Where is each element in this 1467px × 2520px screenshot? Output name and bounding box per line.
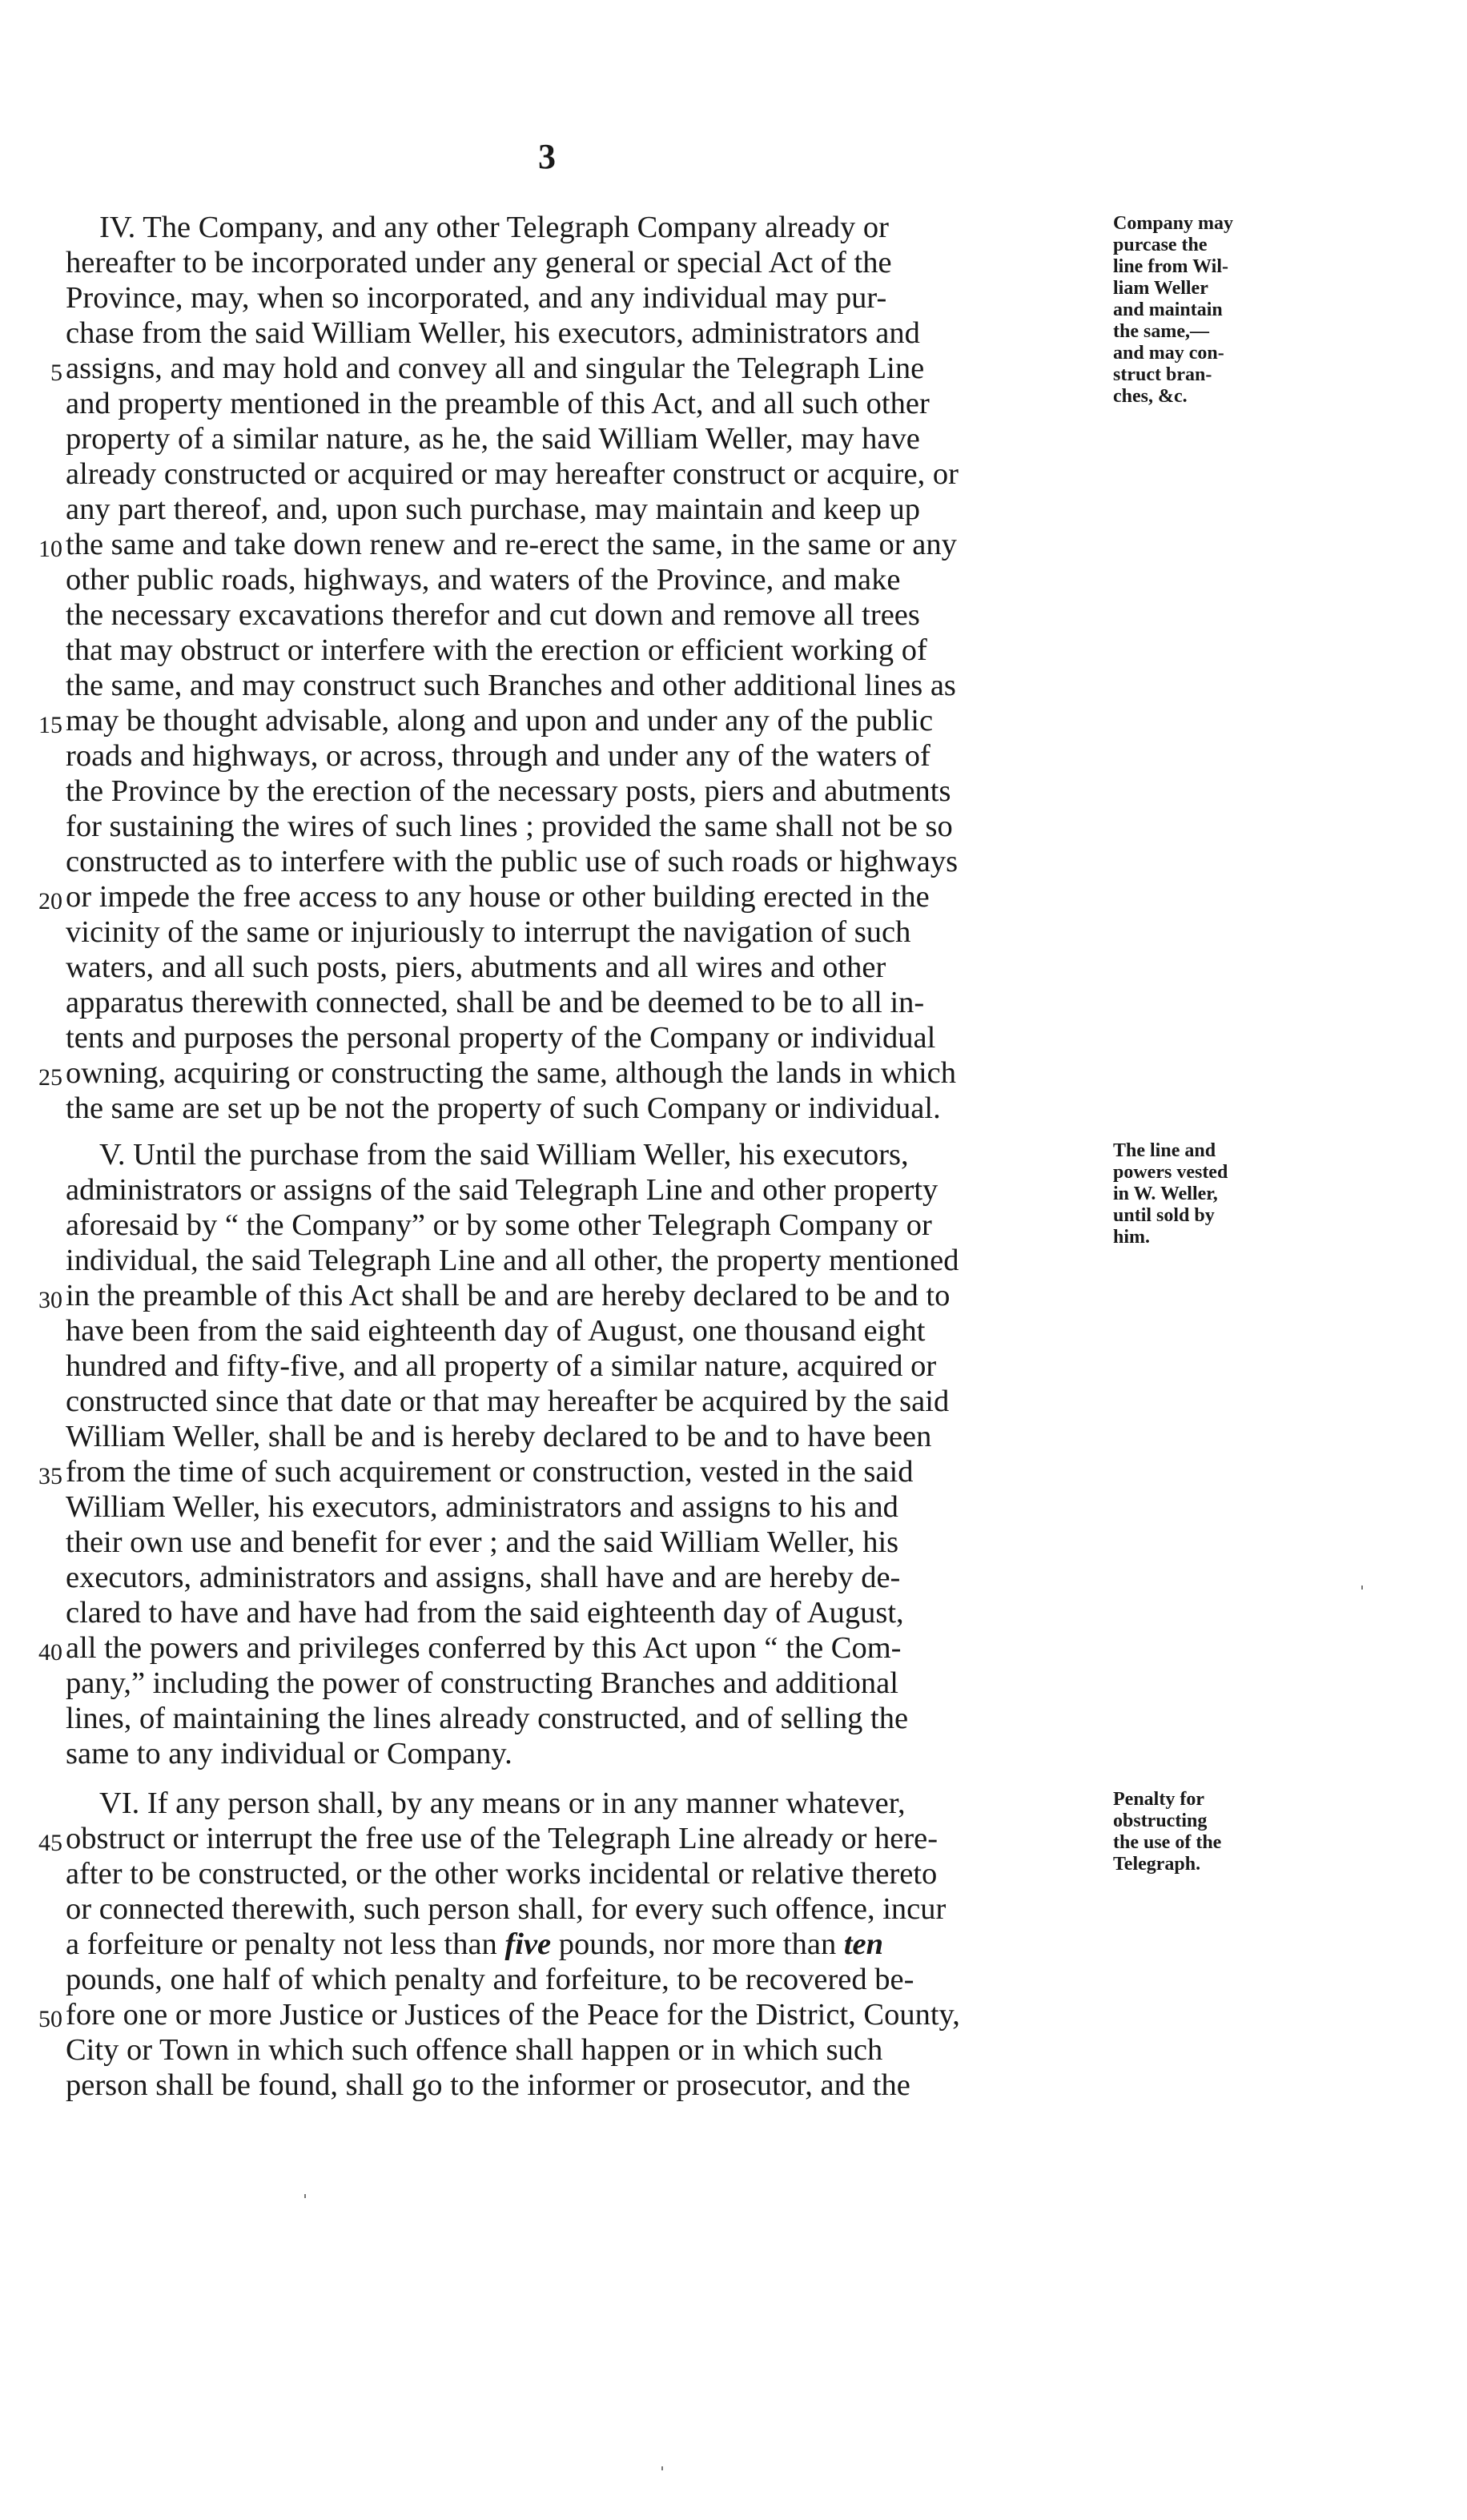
- line-text: their own use and benefit for ever ; and the said William Weller, his: [66, 1525, 899, 1559]
- italic-amount: ten: [843, 1927, 884, 1961]
- text-line: [48, 1172, 1089, 1208]
- line-text: the necessary excavations therefor and cut down and remove all trees: [66, 598, 920, 632]
- text-line: [48, 597, 1089, 633]
- line-text: chase from the said William Weller, his executors, administrators and: [66, 316, 920, 350]
- scan-speck: [661, 2466, 663, 2470]
- line-text: other public roads, highways, and waters of the Province, and make: [66, 563, 901, 597]
- line-text: constructed since that date or that may hereafter be acquired by the said: [66, 1385, 950, 1418]
- line-text: and property mentioned in the preamble of this Act, and all such other: [66, 387, 930, 420]
- text-line: [48, 2068, 1089, 2103]
- line-text-part: a forfeiture or penalty not less than: [66, 1927, 505, 1961]
- line-text: for sustaining the wires of such lines ; provided the same shall not be so: [66, 810, 953, 843]
- line-text: person shall be found, shall go to the informer or prosecutor, and the: [66, 2068, 910, 2102]
- line-text: the Province by the erection of the necessary posts, piers and abutments: [66, 774, 951, 808]
- section-iv-text: [38, 210, 1089, 1126]
- line-text: roads and highways, or across, through and under any of the waters of: [66, 739, 930, 773]
- text-line: [48, 1560, 1089, 1595]
- text-line: [48, 421, 1089, 456]
- text-line: [38, 703, 1089, 738]
- line-text: from the time of such acquirement or construction, vested in the said: [66, 1455, 914, 1489]
- line-text: the same and take down renew and re-erect the same, in the same or any: [66, 528, 957, 561]
- text-line: [48, 1962, 1089, 1997]
- line-number: 30: [38, 1287, 62, 1313]
- line-text: pounds, one half of which penalty and forfeiture, to be recovered be-: [66, 1963, 914, 1996]
- line-text: or impede the free access to any house or other building erected in the: [66, 880, 930, 914]
- line-number: 15: [38, 712, 62, 738]
- text-line: [48, 1091, 1089, 1126]
- text-line: [48, 1595, 1089, 1630]
- text-line: [48, 1020, 1089, 1055]
- line-text: hundred and fifty-five, and all property of a similar nature, acquired or: [66, 1349, 937, 1383]
- line-text: the same are set up be not the property of such Company or individual.: [66, 1091, 941, 1125]
- text-line: [48, 1736, 1089, 1771]
- text-line: [48, 668, 1089, 703]
- section-vi-text: [38, 1786, 1089, 2103]
- text-line: [38, 879, 1089, 914]
- text-line: [48, 456, 1089, 492]
- text-line: [48, 386, 1089, 421]
- text-line: [48, 1348, 1089, 1384]
- text-line: [48, 1243, 1089, 1278]
- text-line: [48, 351, 1089, 386]
- line-text: waters, and all such posts, piers, abutments and all wires and other: [66, 951, 886, 984]
- text-line: [48, 1525, 1089, 1560]
- line-text: already constructed or acquired or may hereafter construct or acquire, or: [66, 457, 959, 491]
- text-line: [48, 1666, 1089, 1701]
- text-line: [48, 774, 1089, 809]
- line-text: assigns, and may hold and convey all and singular the Telegraph Line: [66, 352, 925, 385]
- line-text: tents and purposes the personal property of the Company or individual: [66, 1021, 936, 1055]
- text-line: [48, 1856, 1089, 1891]
- line-text: vicinity of the same or injuriously to interrupt the navigation of such: [66, 915, 911, 949]
- text-line: [48, 809, 1089, 844]
- line-text: VI. If any person shall, by any means or in any manner whatever,: [99, 1787, 906, 1820]
- line-number: 40: [38, 1639, 62, 1666]
- text-line: [48, 1701, 1089, 1736]
- line-text: in the preamble of this Act shall be and are hereby declared to be and to: [66, 1279, 951, 1312]
- line-text: that may obstruct or interfere with the erection or efficient working of: [66, 633, 927, 667]
- scan-speck: [1361, 1586, 1363, 1590]
- line-text: obstruct or interrupt the free use of the Telegraph Line already or here-: [66, 1822, 938, 1855]
- line-text: any part thereof, and, upon such purchase, may maintain and keep up: [66, 492, 920, 526]
- line-text: clared to have and have had from the said eighteenth day of August,: [66, 1596, 904, 1630]
- line-text: individual, the said Telegraph Line and all other, the property mentioned: [66, 1244, 959, 1277]
- line-text: IV. The Company, and any other Telegraph Company already or: [99, 211, 889, 244]
- text-line: [48, 1384, 1089, 1419]
- text-line: [48, 738, 1089, 774]
- page-number: 3: [538, 137, 556, 176]
- line-text: property of a similar nature, as he, the said William Weller, may have: [66, 422, 920, 456]
- section-v-text: [38, 1137, 1089, 1771]
- text-line: [48, 1927, 1089, 1962]
- text-line: [48, 1313, 1089, 1348]
- text-line: [48, 1137, 1089, 1172]
- line-number: 35: [38, 1463, 62, 1489]
- text-line: [48, 1891, 1089, 1927]
- italic-amount: five: [504, 1927, 552, 1961]
- line-number: 45: [38, 1830, 62, 1856]
- line-text: lines, of maintaining the lines already constructed, and of selling the: [66, 1702, 909, 1735]
- line-text: the same, and may construct such Branches and other additional lines as: [66, 669, 956, 702]
- text-line: [48, 844, 1089, 879]
- line-text: Province, may, when so incorporated, and any individual may pur-: [66, 281, 887, 315]
- line-text: after to be constructed, or the other works incidental or relative thereto: [66, 1857, 938, 1891]
- text-line: [48, 492, 1089, 527]
- margin-note: The line and powers vested in W. Weller, until sold by him.: [1113, 1140, 1228, 1248]
- text-line: [48, 1489, 1089, 1525]
- line-text: aforesaid by “ the Company” or by some other Telegraph Company or: [66, 1208, 932, 1242]
- line-text: V. Until the purchase from the said William Weller, his executors,: [99, 1138, 909, 1172]
- text-line: [38, 527, 1089, 562]
- text-line: [38, 1454, 1089, 1489]
- line-text: same to any individual or Company.: [66, 1737, 512, 1770]
- line-text-part: pounds, nor more than: [551, 1927, 844, 1961]
- line-text: William Weller, shall be and is hereby declared to be and to have been: [66, 1420, 932, 1453]
- margin-note: Company may purcase the line from Wil- liam Weller and maintain the same,— and may con- struct bran- ches, &c.: [1113, 213, 1234, 407]
- line-text: apparatus therewith connected, shall be and be deemed to be to all in-: [66, 986, 925, 1019]
- line-text: executors, administrators and assigns, shall have and are hereby de-: [66, 1561, 901, 1594]
- text-line: [38, 1055, 1089, 1091]
- text-line: [48, 633, 1089, 668]
- line-text: William Weller, his executors, administrators and assigns to his and: [66, 1490, 898, 1524]
- text-line: [48, 1208, 1089, 1243]
- line-text: owning, acquiring or constructing the same, although the lands in which: [66, 1056, 956, 1090]
- line-number: 25: [38, 1064, 62, 1091]
- line-number: 5: [50, 360, 62, 386]
- text-line: [48, 316, 1089, 351]
- line-text: hereafter to be incorporated under any general or special Act of the: [66, 246, 892, 279]
- line-text: City or Town in which such offence shall happen or in which such: [66, 2033, 883, 2067]
- line-text: have been from the said eighteenth day of August, one thousand eight: [66, 1314, 926, 1348]
- line-number: 10: [38, 536, 62, 562]
- text-line: [48, 1419, 1089, 1454]
- line-text: fore one or more Justice or Justices of the Peace for the District, County,: [66, 1998, 960, 2032]
- line-text: administrators or assigns of the said Telegraph Line and other property: [66, 1173, 938, 1207]
- text-line: [48, 210, 1089, 245]
- line-text: or connected therewith, such person shall, for every such offence, incur: [66, 1892, 947, 1926]
- margin-note: Penalty for obstructing the use of the Telegraph.: [1113, 1789, 1222, 1875]
- text-line: [48, 2032, 1089, 2068]
- line-number: 50: [38, 2006, 62, 2032]
- line-text: constructed as to interfere with the public use of such roads or highways: [66, 845, 959, 878]
- text-line: [48, 914, 1089, 950]
- line-text: pany,” including the power of constructing Branches and additional: [66, 1666, 898, 1700]
- text-line: [48, 245, 1089, 280]
- scan-speck: [304, 2194, 306, 2198]
- text-line: [38, 1997, 1089, 2032]
- text-line: [48, 280, 1089, 316]
- text-line: [38, 1630, 1089, 1666]
- line-text: all the powers and privileges conferred by this Act upon “ the Com-: [66, 1631, 902, 1665]
- text-line: [38, 1821, 1089, 1856]
- line-text: may be thought advisable, along and upon and under any of the public: [66, 704, 934, 738]
- text-line: [48, 985, 1089, 1020]
- text-line: [38, 1278, 1089, 1313]
- line-number: 20: [38, 888, 62, 914]
- text-line: [48, 950, 1089, 985]
- text-line: [48, 1786, 1089, 1821]
- text-line: [48, 562, 1089, 597]
